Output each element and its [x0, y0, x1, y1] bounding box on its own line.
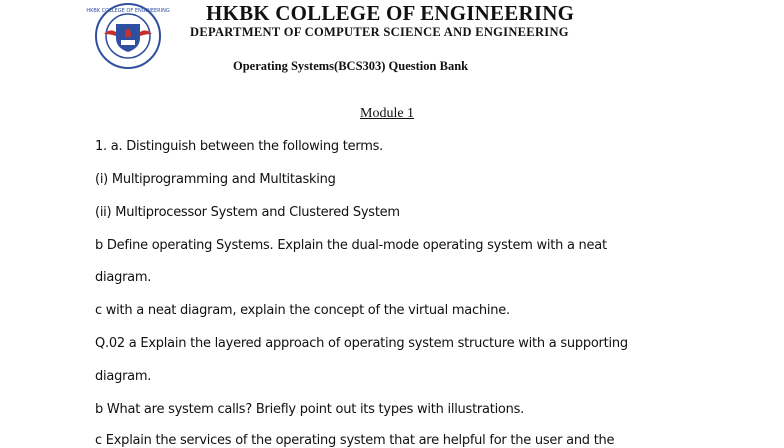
module-heading: Module 1: [360, 106, 415, 121]
logo-ring-text: HKBK COLLEGE OF ENGINEERING: [86, 8, 170, 14]
college-logo: [86, 2, 170, 70]
question-line: c Explain the services of the operating system that are helpful for the user and the: [95, 433, 615, 448]
question-line: (ii) Multiprocessor System and Clustered System: [95, 205, 400, 220]
subject-title: Operating Systems(BCS303) Question Bank: [233, 59, 469, 73]
question-line: b Define operating Systems. Explain the dual-mode operating system with a neat: [95, 238, 607, 253]
question-line: diagram.: [95, 270, 152, 285]
question-line: b What are system calls? Briefly point out its types with illustrations.: [95, 402, 525, 417]
question-line: (i) Multiprogramming and Multitasking: [95, 172, 336, 187]
question-line: c with a neat diagram, explain the concept of the virtual machine.: [95, 303, 510, 318]
question-line: diagram.: [95, 369, 152, 384]
college-name: HKBK COLLEGE OF ENGINEERING: [206, 1, 575, 25]
question-line: Q.02 a Explain the layered approach of operating system structure with a supporting: [95, 336, 628, 351]
logo-book-icon: [121, 40, 135, 45]
department-name: DEPARTMENT OF COMPUTER SCIENCE AND ENGINEERING: [190, 25, 569, 39]
question-line: 1. a. Distinguish between the following terms.: [95, 139, 384, 154]
